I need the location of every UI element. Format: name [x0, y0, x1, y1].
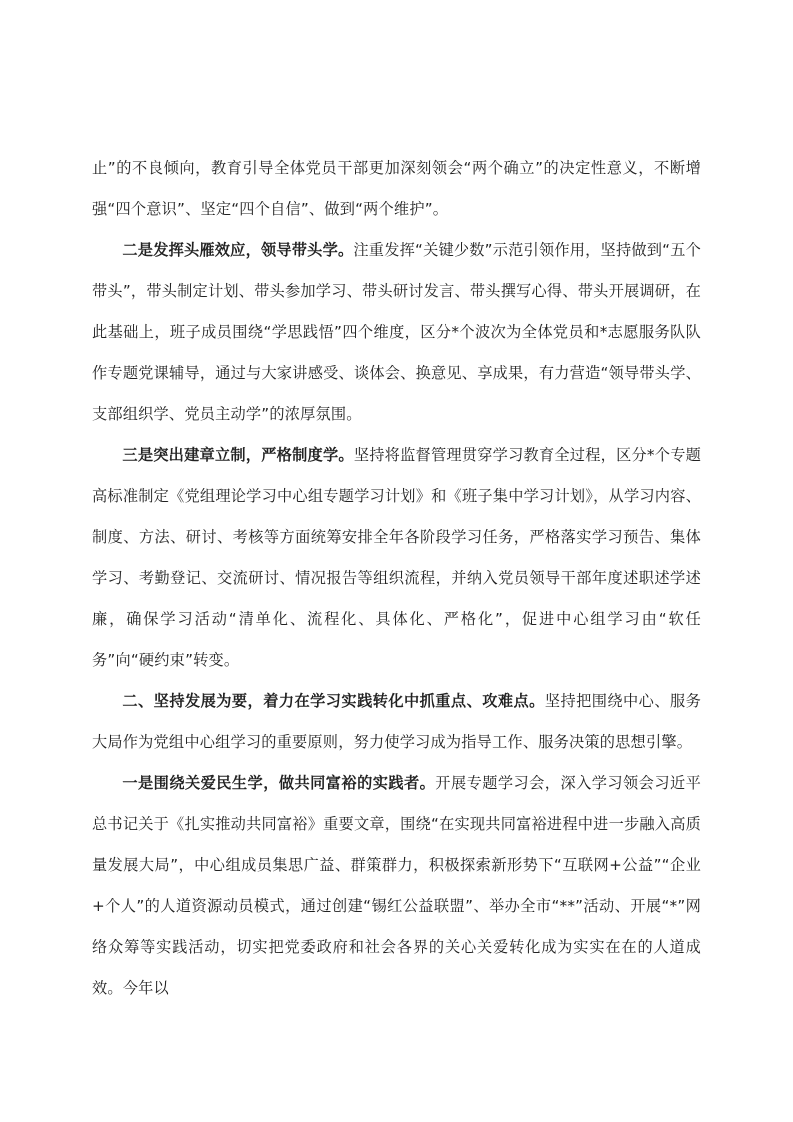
paragraph-5	[92, 763, 701, 1009]
paragraph-3	[92, 435, 701, 681]
paragraph-2-text: 注重发挥“关键少数”示范引领作用，坚持做到“五个带头”，带头制定计划、带头参加学习、带头研讨发言、带头撰写心得、带头开展调研，在此基础上，班子成员围绕“学思践悟”四个维度，区分*个波次为全体党员和*志愿服务队队作专题党课辅导，通过与大家讲感受、谈体会、换意见、享成果，有力营造“领导带头学、支部组织学、党员主动学”的浓厚氛围。	[92, 241, 702, 423]
paragraph-1-text: 止”的不良倾向，教育引导全体党员干部更加深刻领会“两个确立”的决定性意义，不断增强“四个意识”、坚定“四个自信”、做到“两个维护”。	[92, 159, 701, 218]
paragraph-5-text: 开展专题学习会，深入学习领会习近平总书记关于《扎实推动共同富裕》重要文章，围绕“在实现共同富裕进程中进一步融入高质量发展大局”，中心组成员集思广益、群策群力，积极探索新形势下“互联网+公益”“企业+个人”的人道资源动员模式，通过创建“锡红公益联盟”、举办全市“**”活动、开展“*”网络众筹等实践活动，切实把党委政府和社会各界的关心关爱转化成为实实在在的人道成效。今年以	[92, 774, 702, 997]
paragraph-4-heading: 二、坚持发展为要，着力在学习实践转化中抓重点、攻难点。	[122, 692, 545, 710]
paragraph-3-heading: 三是突出建章立制，严格制度学。	[122, 446, 354, 464]
paragraph-1	[92, 148, 701, 230]
paragraph-4	[92, 681, 701, 763]
paragraph-2-heading: 二是发挥头雁效应，领导带头学。	[122, 241, 354, 259]
paragraph-4-text: 坚持把围绕中心、服务大局作为党组中心组学习的重要原则，努力使学习成为指导工作、服务决策的思想引擎。	[92, 692, 702, 751]
document-body	[92, 148, 701, 1009]
paragraph-2	[92, 230, 701, 435]
paragraph-3-text: 坚持将监督管理贯穿学习教育全过程，区分*个专题高标准制定《党组理论学习中心组专题学习计划》和《班子集中学习计划》，从学习内容、制度、方法、研讨、考核等方面统筹安排全年各阶段学习任务，严格落实学习预告、集体学习、考勤登记、交流研讨、情况报告等组织流程，并纳入党员领导干部年度述职述学述廉，确保学习活动“清单化、流程化、具体化、严格化”，促进中心组学习由“软任务”向“硬约束”转变。	[92, 446, 702, 669]
paragraph-5-heading: 一是围绕关爱民生学，做共同富裕的实践者。	[122, 774, 436, 792]
